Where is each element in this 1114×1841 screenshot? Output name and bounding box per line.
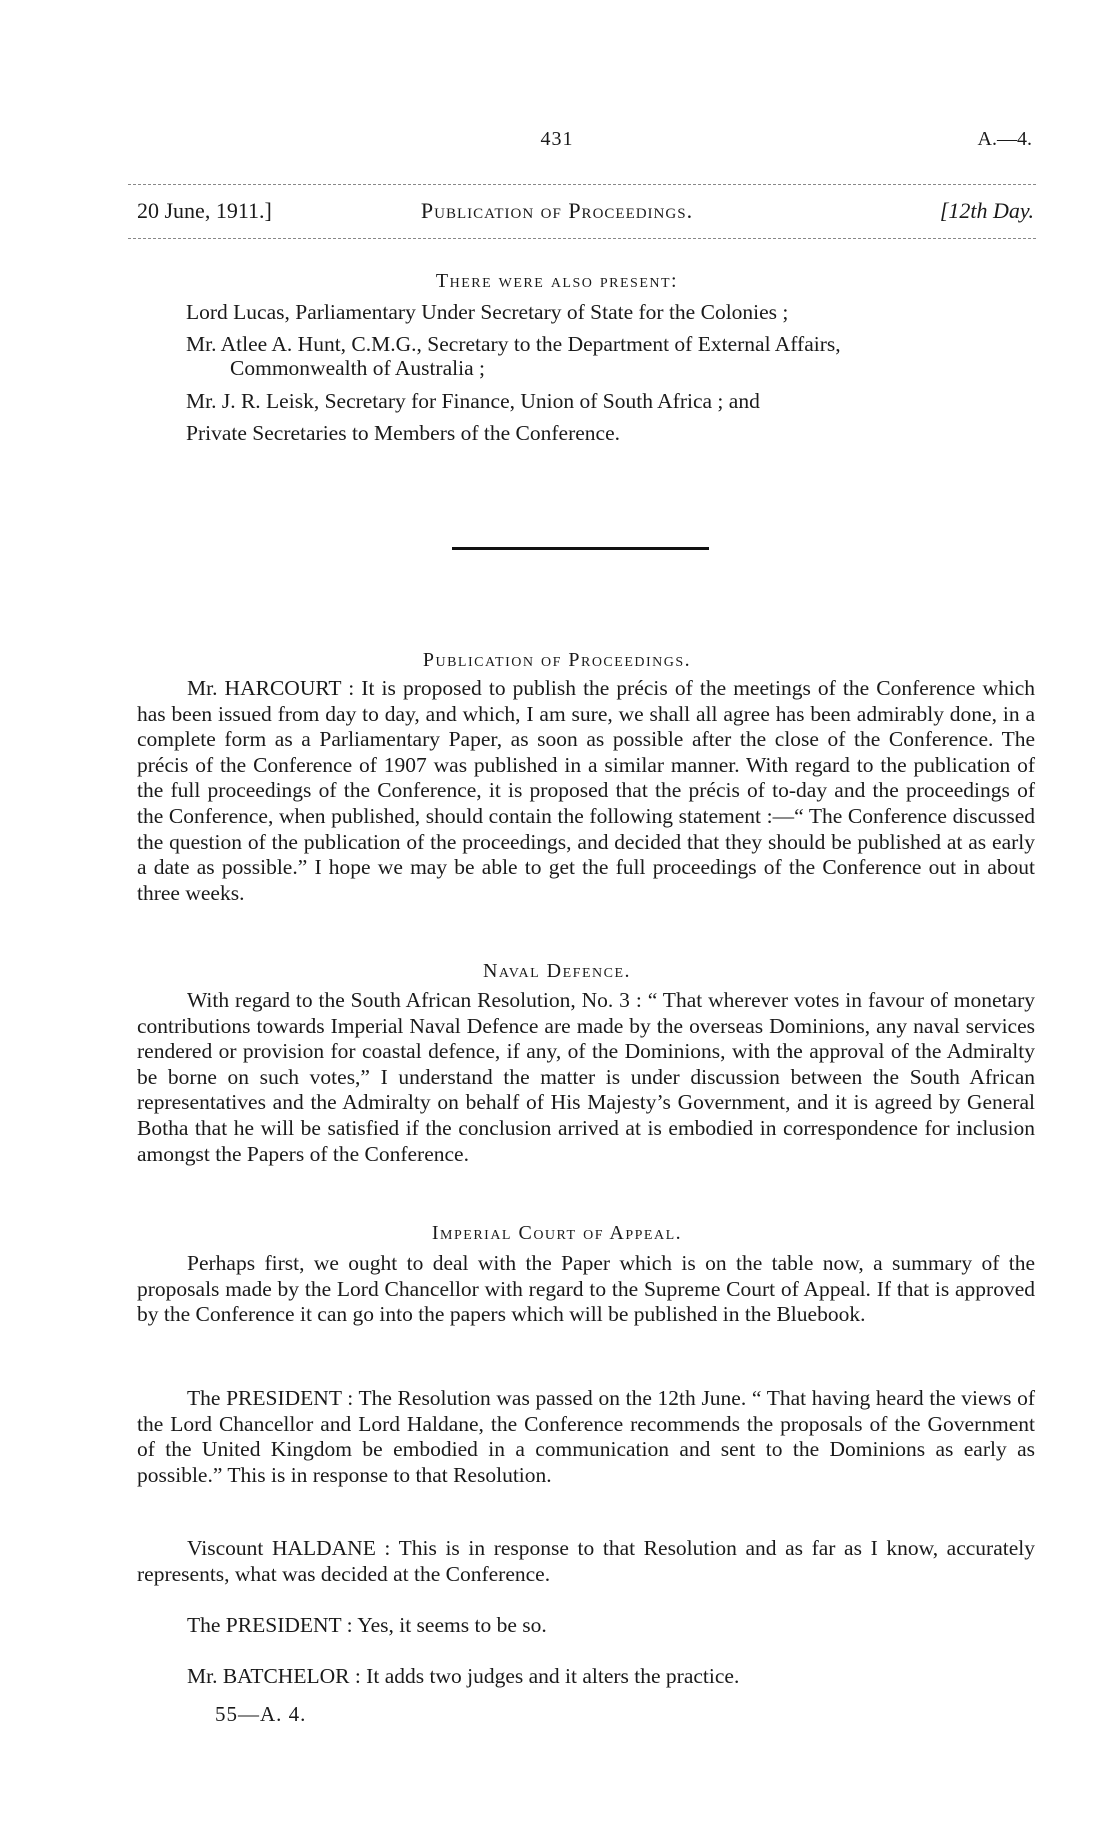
header-rule-top — [128, 184, 1036, 185]
section-divider — [452, 547, 709, 550]
present-line-secretaries: Private Secretaries to Members of the Conference. — [186, 421, 621, 445]
court-paragraph-4-text: The PRESIDENT : Yes, it seems to be so. — [187, 1613, 547, 1637]
signature-mark: 55—A. 4. — [215, 1702, 307, 1726]
header-section-title: Publication of Proceedings. — [420, 198, 694, 223]
publication-paragraph — [137, 676, 1035, 906]
court-paragraph-1-text: Perhaps first, we ought to deal with the Paper which is on the table now, a summary of the proposals made by the Lord Chancellor with regard to the Supreme Court of Appeal. If that is approved by the Conference it can go into the papers which will be published in the Bluebook. — [137, 1251, 1035, 1327]
court-heading: Imperial Court of Appeal. — [431, 1222, 683, 1244]
header-day: [12th Day. — [939, 198, 1034, 223]
document-reference: A.—4. — [977, 128, 1032, 150]
header-date: 20 June, 1911.] — [137, 198, 272, 223]
court-paragraph-3-text: Viscount HALDANE : This is in response to that Resolution and as far as I know, accurately represents, what was decided at the Conference. — [137, 1536, 1035, 1586]
naval-heading: Naval Defence. — [482, 960, 632, 982]
court-paragraph-4 — [137, 1613, 1035, 1639]
court-paragraph-2 — [137, 1386, 1035, 1488]
court-paragraph-5-text: Mr. BATCHELOR : It adds two judges and it alters the practice. — [187, 1664, 740, 1688]
naval-paragraph-text: With regard to the South African Resolution, No. 3 : “ That wherever votes in favour of monetary contributions towards Imperial Naval Defence are made by the overseas Dominions, any naval services rendered or provision for coastal defence, if any, of the Dominions, with the approval of the Admiralty be borne on such votes,” I understand the matter is under discussion between the South African representatives and the Admiralty on behalf of His Majesty’s Government, and it is agreed by General Botha that he will be satisfied if the conclusion arrived at is embodied in correspondence for inclusion amongst the Papers of the Conference. — [137, 988, 1035, 1166]
court-paragraph-1 — [137, 1251, 1035, 1328]
present-line-hunt-cont: Commonwealth of Australia ; — [230, 356, 485, 380]
court-paragraph-5 — [137, 1664, 1035, 1690]
header-rule-bottom — [128, 238, 1036, 239]
publication-paragraph-text: Mr. HARCOURT : It is proposed to publish the précis of the meetings of the Conference which has been issued from day to day, and which, I am sure, we shall all agree has been admirably done, in a complete form as a Parliamentary Paper, as soon as possible after the close of the Conference. The précis of the Conference of 1907 was published in a similar manner. With regard to the publication of the full proceedings of the Conference, it is proposed that the précis of to-day and the proceedings of the Conference, when published, should contain the following statement :—“ The Conference discussed the question of the publication of the proceedings, and decided that they should be published at as early a date as possible.” I hope we may be able to get the full proceedings of the Conference out in about three weeks. — [137, 676, 1035, 905]
present-line-leisk: Mr. J. R. Leisk, Secretary for Finance, Union of South Africa ; and — [186, 389, 760, 413]
present-heading: There were also present: — [435, 270, 679, 292]
present-line-lucas: Lord Lucas, Parliamentary Under Secretary of State for the Colonies ; — [186, 300, 789, 324]
court-paragraph-2-text: The PRESIDENT : The Resolution was passed on the 12th June. “ That having heard the views of the Lord Chancellor and Lord Haldane, the Conference recommends the proposals of the Government of the United Kingdom be embodied in a communication and sent to the Dominions as early as possible.” This is in response to that Resolution. — [137, 1386, 1035, 1487]
naval-paragraph — [137, 988, 1035, 1167]
court-paragraph-3 — [137, 1536, 1035, 1587]
present-line-hunt: Mr. Atlee A. Hunt, C.M.G., Secretary to the Department of External Affairs, — [186, 332, 841, 356]
publication-heading: Publication of Proceedings. — [422, 649, 692, 671]
page-number: 431 — [540, 128, 574, 150]
